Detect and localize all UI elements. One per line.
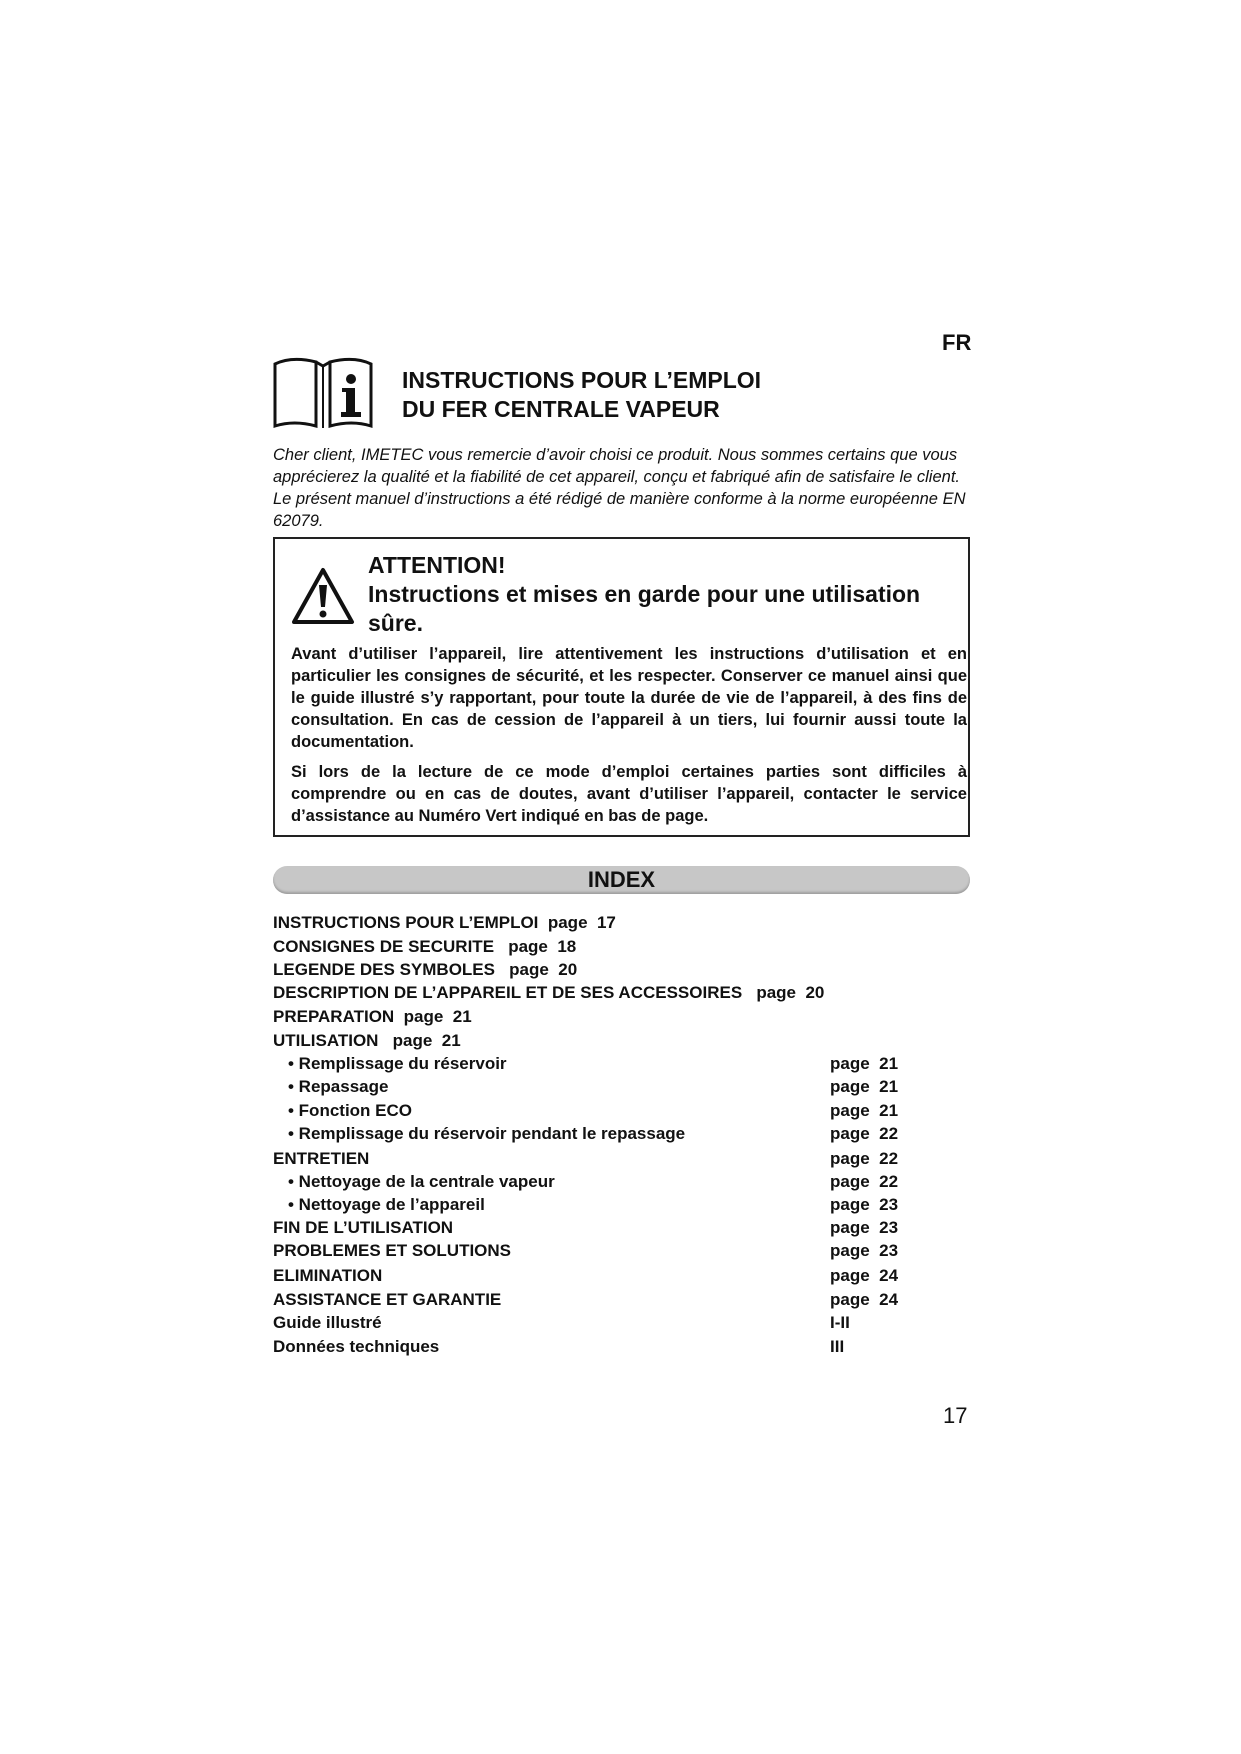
- index-entry-label: • Fonction ECO: [288, 1101, 412, 1120]
- manual-title: [402, 366, 761, 424]
- index-entry-label: • Nettoyage de la centrale vapeur: [288, 1172, 555, 1191]
- index-entry-page: III: [830, 1337, 845, 1356]
- warning-paragraph-1: Avant d’utiliser l’appareil, lire attentivement les instructions d’utilisation et en particulier les consignes de sécurité, et les respecter. Conserver ce manuel ainsi que le guide illustré s’y rapportant, pour toute la durée de vie de l’appareil, à des fins de consultation. En cas de cession de l’appareil à un tiers, lui fournir aussi toute la documentation.: [291, 645, 967, 751]
- index-entry-label: ASSISTANCE ET GARANTIE: [273, 1290, 502, 1309]
- manual-title-line1: INSTRUCTIONS POUR L’EMPLOI: [402, 367, 762, 393]
- index-entry-page: page 22: [830, 1149, 899, 1168]
- warning-subheading: Instructions et mises en garde pour une utilisation sûre.: [368, 581, 921, 636]
- index-entry-page: I-II: [830, 1313, 850, 1332]
- index-entry-label: • Remplissage du réservoir pendant le repassage: [288, 1124, 686, 1143]
- index-entry-page: page 23: [830, 1241, 899, 1260]
- index-entry-page: page 23: [830, 1218, 899, 1237]
- index-entry-page: page 22: [830, 1124, 899, 1143]
- index-entry-page: page 21: [830, 1054, 899, 1073]
- index-entry-label: ENTRETIEN: [273, 1149, 370, 1168]
- index-entry-label: PREPARATION page 21: [273, 1007, 472, 1026]
- index-entry-page: page 24: [830, 1266, 899, 1285]
- index-heading-bar: INDEX: [273, 866, 970, 894]
- safety-warning-box: [273, 537, 970, 837]
- index-entry-label: Guide illustré: [273, 1313, 382, 1332]
- intro-paragraph: Cher client, IMETEC vous remercie d’avoir choisi ce produit. Nous sommes certains que vous apprécierez la qualité et la fiabilité de cet appareil, conçu et fabriqué afin de satisfaire le client. Le présent manuel d’instructions a été rédigé de manière conforme à la norme européenne EN 62079.: [273, 446, 966, 530]
- manual-title-line2: DU FER CENTRALE VAPEUR: [402, 396, 720, 422]
- index-entry-label: CONSIGNES DE SECURITE page 18: [273, 937, 577, 956]
- warning-title: [368, 551, 958, 638]
- index-entry-label: INSTRUCTIONS POUR L’EMPLOI page 17: [273, 913, 616, 932]
- info-book-icon: [272, 354, 374, 430]
- index-entry-label: ELIMINATION: [273, 1266, 383, 1285]
- index-entry-page: page 23: [830, 1195, 899, 1214]
- index-entry-label: • Nettoyage de l’appareil: [288, 1195, 485, 1214]
- index-entry-label: Données techniques: [273, 1337, 440, 1356]
- index-entry-label: • Remplissage du réservoir: [288, 1054, 507, 1073]
- index-entry-label: FIN DE L’UTILISATION: [273, 1218, 454, 1237]
- index-entry-page: page 21: [830, 1101, 899, 1120]
- index-entry-page: page 21: [830, 1077, 899, 1096]
- index-entry-page: page 22: [830, 1172, 899, 1191]
- index-entry-label: PROBLEMES ET SOLUTIONS: [273, 1241, 512, 1260]
- index-entry-label: LEGENDE DES SYMBOLES page 20: [273, 960, 578, 979]
- index-entry-page: page 24: [830, 1290, 899, 1309]
- index-entry-label: • Repassage: [288, 1077, 389, 1096]
- index-entry-label: DESCRIPTION DE L’APPAREIL ET DE SES ACCESSOIRES page 20: [273, 983, 825, 1002]
- warning-paragraph-2: Si lors de la lecture de ce mode d’emploi certaines parties sont difficiles à comprendre ou en cas de doutes, avant d’utiliser l’appareil, contacter le service d’assistance au Numéro Vert indiqué en bas de page.: [291, 763, 967, 825]
- warning-icon: [291, 567, 355, 625]
- index-entry-label: UTILISATION page 21: [273, 1031, 461, 1050]
- page-number: 17: [943, 1403, 968, 1428]
- language-label: FR: [942, 330, 972, 355]
- warning-heading: ATTENTION!: [368, 552, 506, 578]
